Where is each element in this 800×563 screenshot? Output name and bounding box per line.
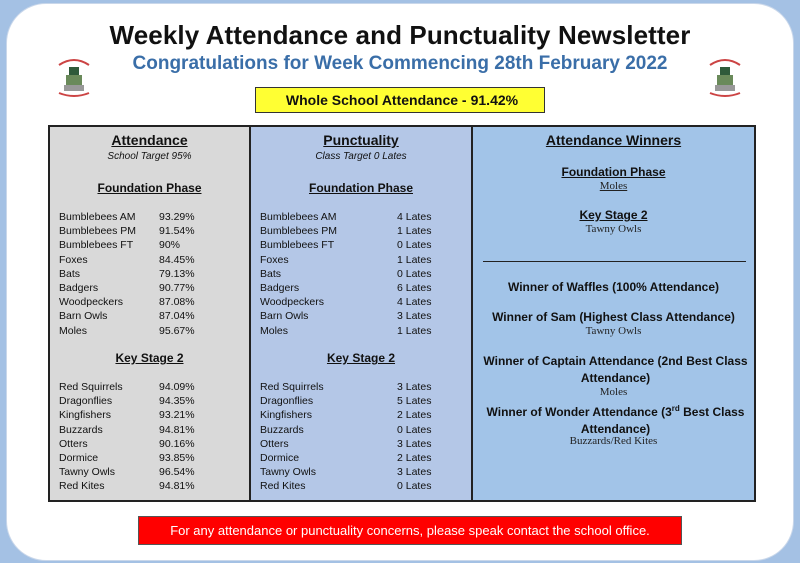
winners-ks2-heading: Key Stage 2 bbox=[579, 208, 648, 222]
whole-school-label: Whole School Attendance - bbox=[285, 92, 467, 108]
winners-foundation-heading: Foundation Phase bbox=[561, 165, 666, 179]
attendance-foundation-heading: Foundation Phase bbox=[97, 181, 202, 195]
punctuality-ks2-heading: Key Stage 2 bbox=[326, 351, 396, 365]
list-item: Tawny Owls 96.54% bbox=[59, 466, 195, 479]
waffles-award: Winner of Waffles (100% Attendance) bbox=[507, 280, 720, 294]
list-item: Moles 95.67% bbox=[59, 324, 195, 337]
punctuality-ks2-list bbox=[260, 380, 431, 494]
attendance-column bbox=[50, 127, 251, 500]
list-item: Otters 90.16% bbox=[59, 437, 195, 450]
list-item: Barn Owls 87.04% bbox=[59, 310, 195, 323]
list-item: Dragonflies 94.35% bbox=[59, 395, 195, 408]
whole-school-value: 91.42% bbox=[470, 92, 519, 108]
list-item: Bumblebees PM 1 Lates bbox=[260, 225, 432, 238]
list-item: Bats 0 Lates bbox=[260, 267, 432, 280]
punctuality-column bbox=[251, 127, 473, 500]
winners-column bbox=[473, 127, 754, 500]
wonder-winner: Buzzards/Red Kites bbox=[569, 435, 658, 447]
list-item: Buzzards 0 Lates bbox=[260, 423, 432, 436]
page-subtitle: Congratulations for Week Commencing 28th February 2022 bbox=[132, 53, 668, 74]
attendance-heading: Attendance bbox=[111, 132, 188, 148]
list-item: Red Squirrels 94.09% bbox=[59, 381, 195, 393]
list-item: Moles 1 Lates bbox=[260, 324, 432, 337]
winners-ks2-winner: Tawny Owls bbox=[585, 223, 642, 235]
list-item: Foxes 1 Lates bbox=[260, 253, 432, 266]
page-title: Weekly Attendance and Punctuality Newsletter bbox=[109, 20, 691, 50]
list-item: Red Kites 94.81% bbox=[59, 480, 195, 493]
list-item: Buzzards 94.81% bbox=[59, 423, 195, 436]
punctuality-foundation-list bbox=[260, 210, 431, 338]
attendance-foundation-list bbox=[59, 210, 195, 338]
list-item: Tawny Owls 3 Lates bbox=[260, 466, 432, 479]
list-item: Red Squirrels 3 Lates bbox=[260, 381, 432, 393]
sam-award: Winner of Sam (Highest Class Attendance) bbox=[492, 310, 735, 324]
stats-grid bbox=[48, 125, 756, 502]
footer-notice: For any attendance or punctuality concerns, please speak contact the school office. bbox=[138, 516, 682, 545]
punctuality-heading: Punctuality bbox=[323, 132, 399, 148]
whole-school-attendance-box bbox=[255, 87, 545, 113]
list-item: Bats 79.13% bbox=[59, 267, 195, 280]
list-item: Foxes 84.45% bbox=[59, 253, 195, 266]
captain-award: Winner of Captain Attendance (2nd Best Class Attendance) bbox=[483, 354, 748, 385]
sam-winner: Tawny Owls bbox=[585, 325, 642, 337]
attendance-ks2-heading: Key Stage 2 bbox=[115, 351, 184, 365]
list-item: Barn Owls 3 Lates bbox=[260, 310, 432, 323]
attendance-ks2-list bbox=[59, 380, 195, 494]
list-item: Badgers 6 Lates bbox=[260, 281, 432, 294]
list-item: Kingfishers 2 Lates bbox=[260, 409, 432, 422]
list-item: Bumblebees FT 90% bbox=[59, 239, 181, 252]
punctuality-target: Class Target 0 Lates bbox=[315, 151, 407, 162]
list-item: Red Kites 0 Lates bbox=[260, 480, 432, 493]
winners-heading: Attendance Winners bbox=[545, 132, 682, 148]
list-item: Woodpeckers 4 Lates bbox=[260, 296, 432, 309]
list-item: Dormice 93.85% bbox=[59, 451, 195, 464]
list-item: Bumblebees AM 4 Lates bbox=[260, 211, 432, 223]
list-item: Otters 3 Lates bbox=[260, 437, 432, 450]
list-item: Woodpeckers 87.08% bbox=[59, 296, 195, 309]
captain-winner: Moles bbox=[599, 386, 628, 398]
list-item: Bumblebees AM 93.29% bbox=[59, 211, 195, 223]
wonder-award: Winner of Wonder Attendance (3rd Best Class Attendance) bbox=[486, 404, 745, 436]
divider bbox=[483, 261, 746, 262]
list-item: Bumblebees FT 0 Lates bbox=[260, 239, 432, 252]
winners-foundation-winner: Moles bbox=[599, 180, 628, 192]
attendance-target: School Target 95% bbox=[107, 151, 192, 162]
list-item: Badgers 90.77% bbox=[59, 281, 195, 294]
list-item: Dormice 2 Lates bbox=[260, 451, 432, 464]
list-item: Dragonflies 5 Lates bbox=[260, 395, 432, 408]
list-item: Kingfishers 93.21% bbox=[59, 409, 195, 422]
list-item: Bumblebees PM 91.54% bbox=[59, 225, 195, 238]
punctuality-foundation-heading: Foundation Phase bbox=[308, 181, 413, 195]
